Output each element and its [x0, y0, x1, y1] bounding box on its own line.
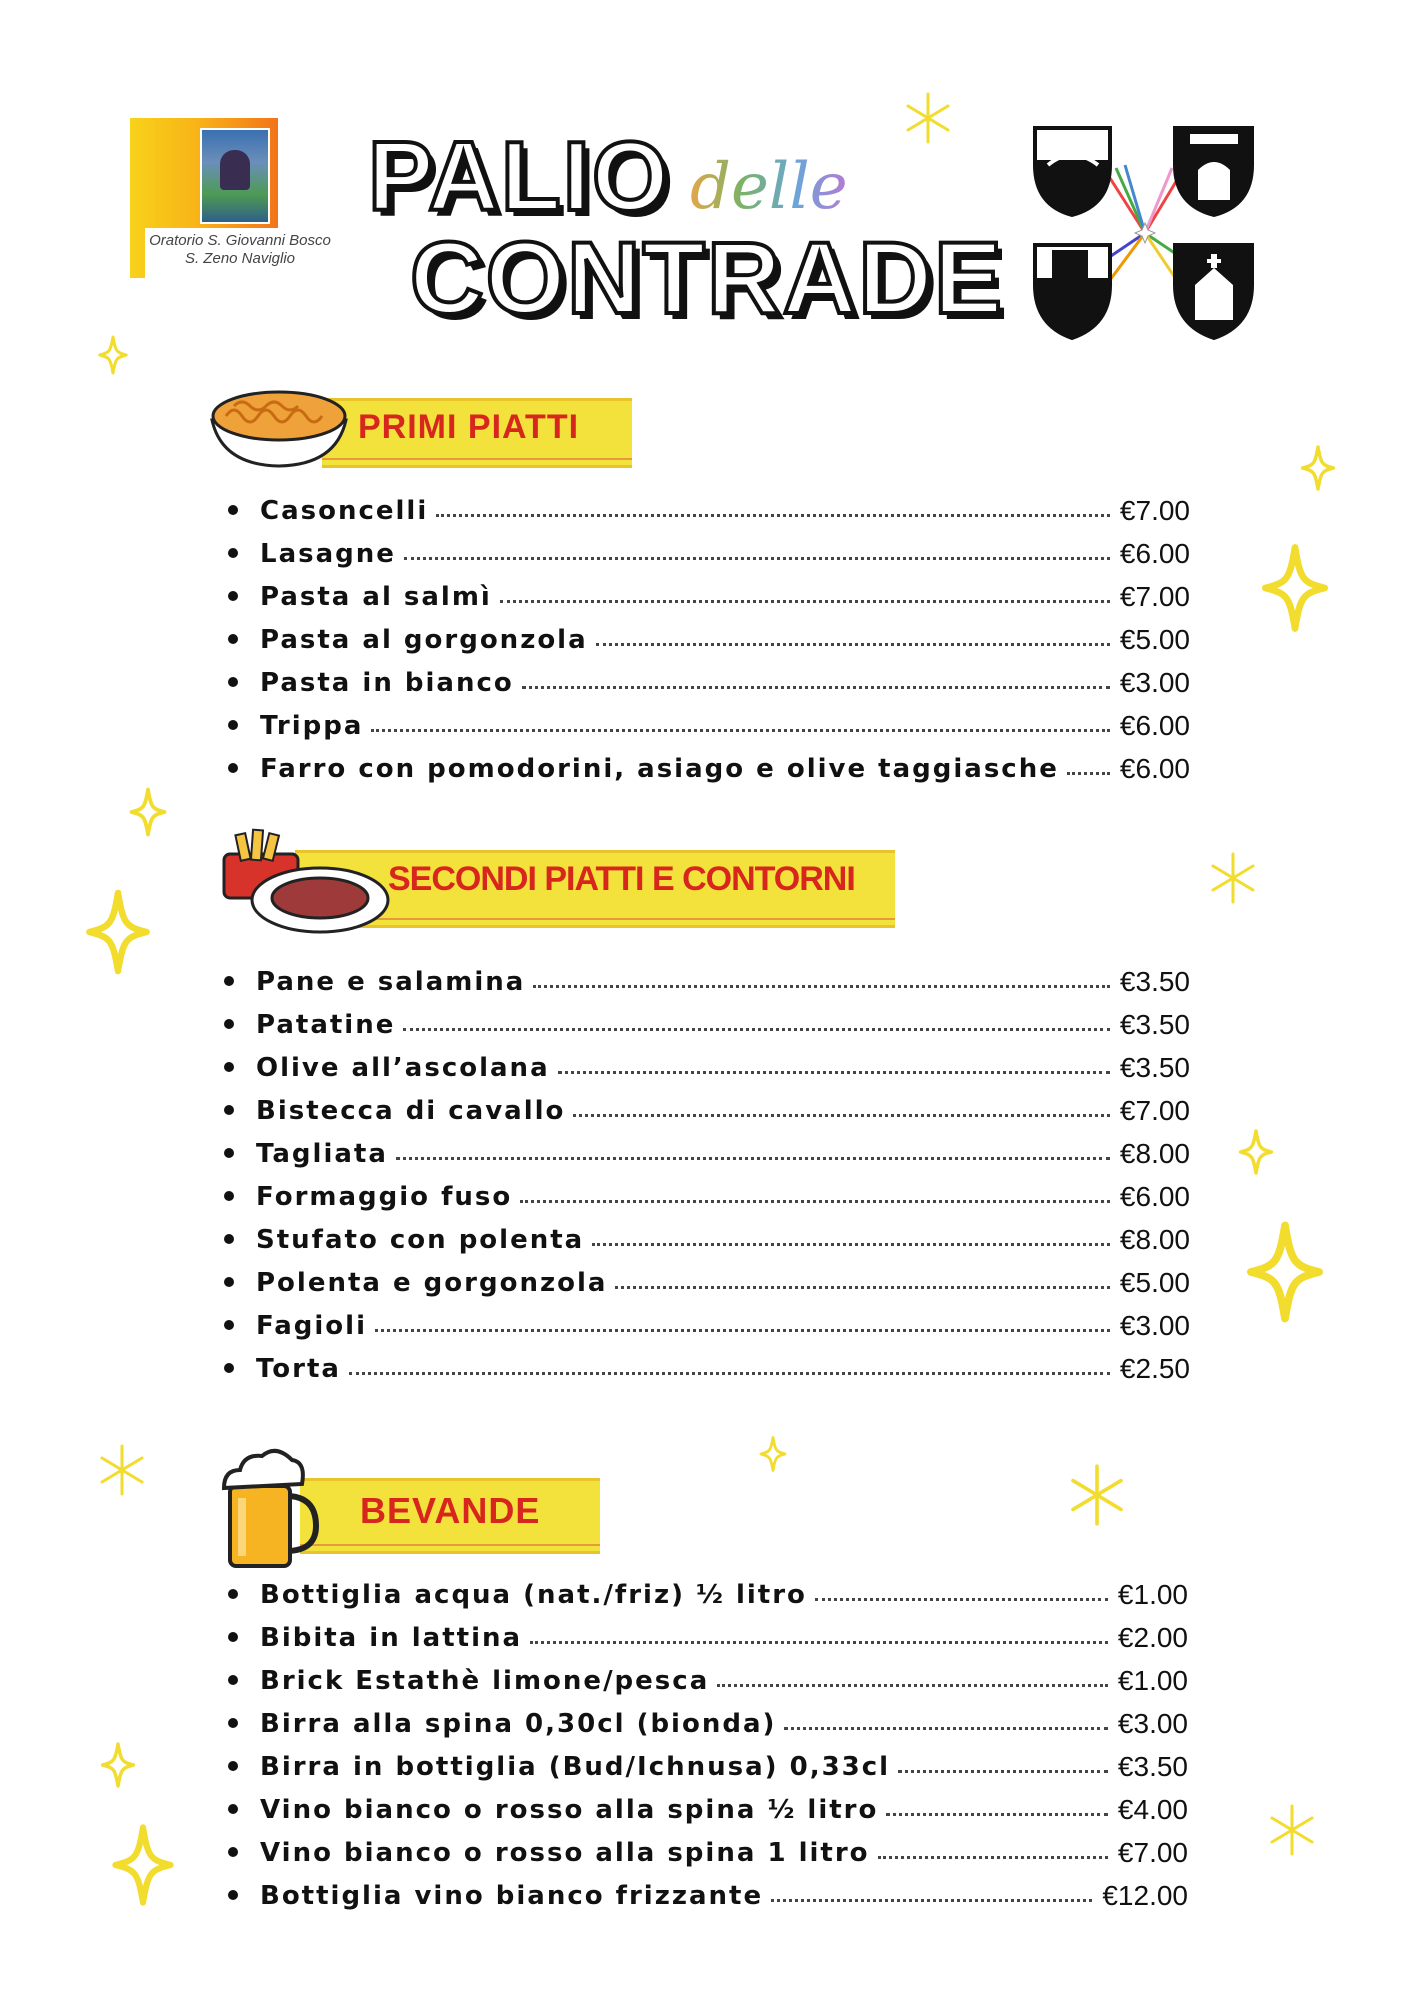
menu-item: [224, 1256, 1190, 1299]
item-name: Pane e salamina: [256, 967, 526, 997]
item-name: Trippa: [260, 711, 364, 741]
item-name: Torta: [256, 1354, 341, 1384]
bullet-icon: [228, 634, 238, 644]
item-name: Bottiglia vino bianco frizzante: [260, 1881, 764, 1911]
bullet-icon: [228, 1589, 238, 1599]
oratorio-logo: [130, 118, 331, 278]
sparkle-icon: [1251, 1226, 1319, 1319]
menu-item: [224, 1084, 1190, 1127]
menu-item: [228, 1611, 1188, 1654]
item-price: €7.00: [1119, 1095, 1190, 1126]
dot-leader: [558, 1071, 1110, 1074]
shield-tower-icon: [1035, 245, 1110, 338]
dot-leader: [592, 1243, 1110, 1246]
bullet-icon: [228, 505, 238, 515]
bullet-icon: [224, 976, 234, 986]
menu-item: [224, 1041, 1190, 1084]
bullet-icon: [228, 1718, 238, 1728]
item-price: €7.00: [1119, 495, 1190, 526]
item-name: Bibita in lattina: [260, 1623, 523, 1653]
sparkle-icon: [132, 790, 165, 835]
bevande-list: [228, 1568, 1188, 1912]
bullet-icon: [224, 1363, 234, 1373]
dot-leader: [375, 1329, 1110, 1332]
dot-leader: [403, 1028, 1110, 1031]
sparkle-icon: [116, 1828, 171, 1903]
item-name: Casoncelli: [260, 496, 429, 526]
item-name: Birra alla spina 0,30cl (bionda): [260, 1709, 777, 1739]
sparkle-icon: [100, 337, 126, 373]
bevande-title: BEVANDE: [360, 1490, 541, 1531]
menu-item: [228, 1697, 1188, 1740]
item-name: Olive all’ascolana: [256, 1053, 550, 1083]
item-price: €6.00: [1119, 1181, 1190, 1212]
item-price: €3.00: [1119, 667, 1190, 698]
item-price: €3.50: [1117, 1751, 1188, 1782]
dot-leader: [886, 1813, 1108, 1816]
sparkle-icon: [1241, 1131, 1272, 1173]
item-name: Vino bianco o rosso alla spina 1 litro: [260, 1838, 870, 1868]
secondi-list: [224, 955, 1190, 1385]
dot-leader: [530, 1641, 1108, 1644]
bullet-icon: [224, 1019, 234, 1029]
dot-leader: [771, 1899, 1092, 1902]
menu-item: [228, 1568, 1188, 1611]
bullet-icon: [224, 1148, 234, 1158]
item-price: €3.50: [1119, 1052, 1190, 1083]
beer-mug-icon: [216, 1446, 336, 1576]
sparkle-icon: [908, 94, 948, 142]
item-name: Lasagne: [260, 539, 396, 569]
logo-line-1: Oratorio S. Giovanni Bosco: [149, 232, 331, 249]
item-name: Brick Estathè limone/pesca: [260, 1666, 710, 1696]
item-name: Pasta al gorgonzola: [260, 625, 588, 655]
bullet-icon: [228, 1804, 238, 1814]
bullet-icon: [228, 1847, 238, 1857]
item-name: Polenta e gorgonzola: [256, 1268, 608, 1298]
item-name: Formaggio fuso: [256, 1182, 513, 1212]
dot-leader: [371, 729, 1110, 732]
item-price: €3.00: [1119, 1310, 1190, 1341]
bullet-icon: [224, 1062, 234, 1072]
dot-leader: [1067, 772, 1110, 775]
bullet-icon: [228, 1632, 238, 1642]
dot-leader: [520, 1200, 1110, 1203]
bullet-icon: [228, 720, 238, 730]
item-name: Pasta al salmì: [260, 582, 492, 612]
sparkle-icon: [1073, 1466, 1121, 1524]
logo-photo: [200, 128, 270, 224]
contrade-shields: [1030, 120, 1260, 346]
menu-item: [228, 656, 1190, 699]
menu-item: [224, 1299, 1190, 1342]
primi-title: PRIMI PIATTI: [358, 408, 580, 446]
secondi-title: SECONDI PIATTI E CONTORNI: [388, 860, 855, 898]
item-price: €6.00: [1119, 753, 1190, 784]
menu-item: [228, 527, 1190, 570]
menu-item: [228, 1826, 1188, 1869]
dot-leader: [522, 686, 1110, 689]
item-price: €7.00: [1117, 1837, 1188, 1868]
menu-item: [228, 613, 1190, 656]
item-price: €5.00: [1119, 1267, 1190, 1298]
item-price: €2.00: [1117, 1622, 1188, 1653]
logo-line-2: S. Zeno Naviglio: [184, 250, 296, 267]
dot-leader: [878, 1856, 1108, 1859]
item-price: €1.00: [1117, 1579, 1188, 1610]
dot-leader: [615, 1286, 1110, 1289]
dot-leader: [717, 1684, 1108, 1687]
item-price: €6.00: [1119, 538, 1190, 569]
bullet-icon: [228, 548, 238, 558]
item-price: €3.50: [1119, 1009, 1190, 1040]
sparkle-icon: [1272, 1806, 1312, 1854]
menu-item: [228, 1654, 1188, 1697]
dot-leader: [898, 1770, 1108, 1773]
item-price: €4.00: [1117, 1794, 1188, 1825]
bullet-icon: [224, 1191, 234, 1201]
bullet-icon: [228, 1761, 238, 1771]
menu-item: [228, 699, 1190, 742]
bullet-icon: [224, 1234, 234, 1244]
item-name: Farro con pomodorini, asiago e olive taggiasche: [260, 754, 1059, 784]
primi-list: [228, 484, 1190, 785]
sparkle-icon: [1265, 548, 1324, 629]
menu-item: [224, 1127, 1190, 1170]
item-name: Bottiglia acqua (nat./friz) ½ litro: [260, 1580, 807, 1610]
item-name: Patatine: [256, 1010, 396, 1040]
item-name: Pasta in bianco: [260, 668, 514, 698]
item-name: Tagliata: [256, 1139, 388, 1169]
shield-gate-icon: [1175, 128, 1252, 215]
dot-leader: [596, 643, 1110, 646]
item-price: €1.00: [1117, 1665, 1188, 1696]
bullet-icon: [228, 1890, 238, 1900]
menu-item: [224, 1342, 1190, 1385]
pasta-bowl-icon: [204, 380, 354, 470]
menu-item: [228, 570, 1190, 613]
title-delle: delle: [690, 150, 848, 224]
sparkle-icon: [89, 893, 146, 971]
menu-item: [224, 955, 1190, 998]
dot-leader: [349, 1372, 1110, 1375]
item-name: Bistecca di cavallo: [256, 1096, 566, 1126]
title-contrade: CONTRADE: [410, 221, 1004, 335]
dot-leader: [533, 985, 1110, 988]
menu-item: [228, 1740, 1188, 1783]
dot-leader: [784, 1727, 1108, 1730]
menu-item: [224, 998, 1190, 1041]
menu-item: [228, 1869, 1188, 1912]
item-price: €8.00: [1119, 1138, 1190, 1169]
menu-item: [228, 484, 1190, 527]
sparkle-icon: [761, 1438, 785, 1471]
item-name: Vino bianco o rosso alla spina ½ litro: [260, 1795, 879, 1825]
menu-item: [228, 742, 1190, 785]
menu-item: [228, 1783, 1188, 1826]
bullet-icon: [228, 763, 238, 773]
bullet-icon: [228, 1675, 238, 1685]
item-name: Birra in bottiglia (Bud/Ichnusa) 0,33cl: [260, 1752, 891, 1782]
bullet-icon: [224, 1105, 234, 1115]
item-price: €2.50: [1119, 1353, 1190, 1384]
item-name: Stufato con polenta: [256, 1225, 585, 1255]
bullet-icon: [224, 1277, 234, 1287]
item-price: €8.00: [1119, 1224, 1190, 1255]
item-price: €5.00: [1119, 624, 1190, 655]
item-price: €3.50: [1119, 966, 1190, 997]
dot-leader: [436, 514, 1110, 517]
sparkle-icon: [1213, 854, 1253, 902]
dot-leader: [500, 600, 1110, 603]
menu-item: [224, 1170, 1190, 1213]
dot-leader: [815, 1598, 1108, 1601]
sparkle-icon: [1303, 447, 1334, 489]
bullet-icon: [228, 677, 238, 687]
item-price: €12.00: [1102, 1880, 1188, 1911]
sparkle-icon: [103, 1744, 134, 1786]
shield-church-icon: [1175, 245, 1252, 338]
title-palio: PALIO: [368, 121, 671, 231]
dot-leader: [396, 1157, 1110, 1160]
steak-fries-icon: [220, 826, 390, 936]
bullet-icon: [224, 1320, 234, 1330]
item-price: €6.00: [1119, 710, 1190, 741]
item-price: €7.00: [1119, 581, 1190, 612]
dot-leader: [573, 1114, 1110, 1117]
shield-bridge-icon: [1035, 128, 1110, 215]
item-name: Fagioli: [256, 1311, 367, 1341]
menu-item: [224, 1213, 1190, 1256]
sparkle-icon: [102, 1446, 142, 1494]
bullet-icon: [228, 591, 238, 601]
item-price: €3.00: [1117, 1708, 1188, 1739]
dot-leader: [404, 557, 1110, 560]
